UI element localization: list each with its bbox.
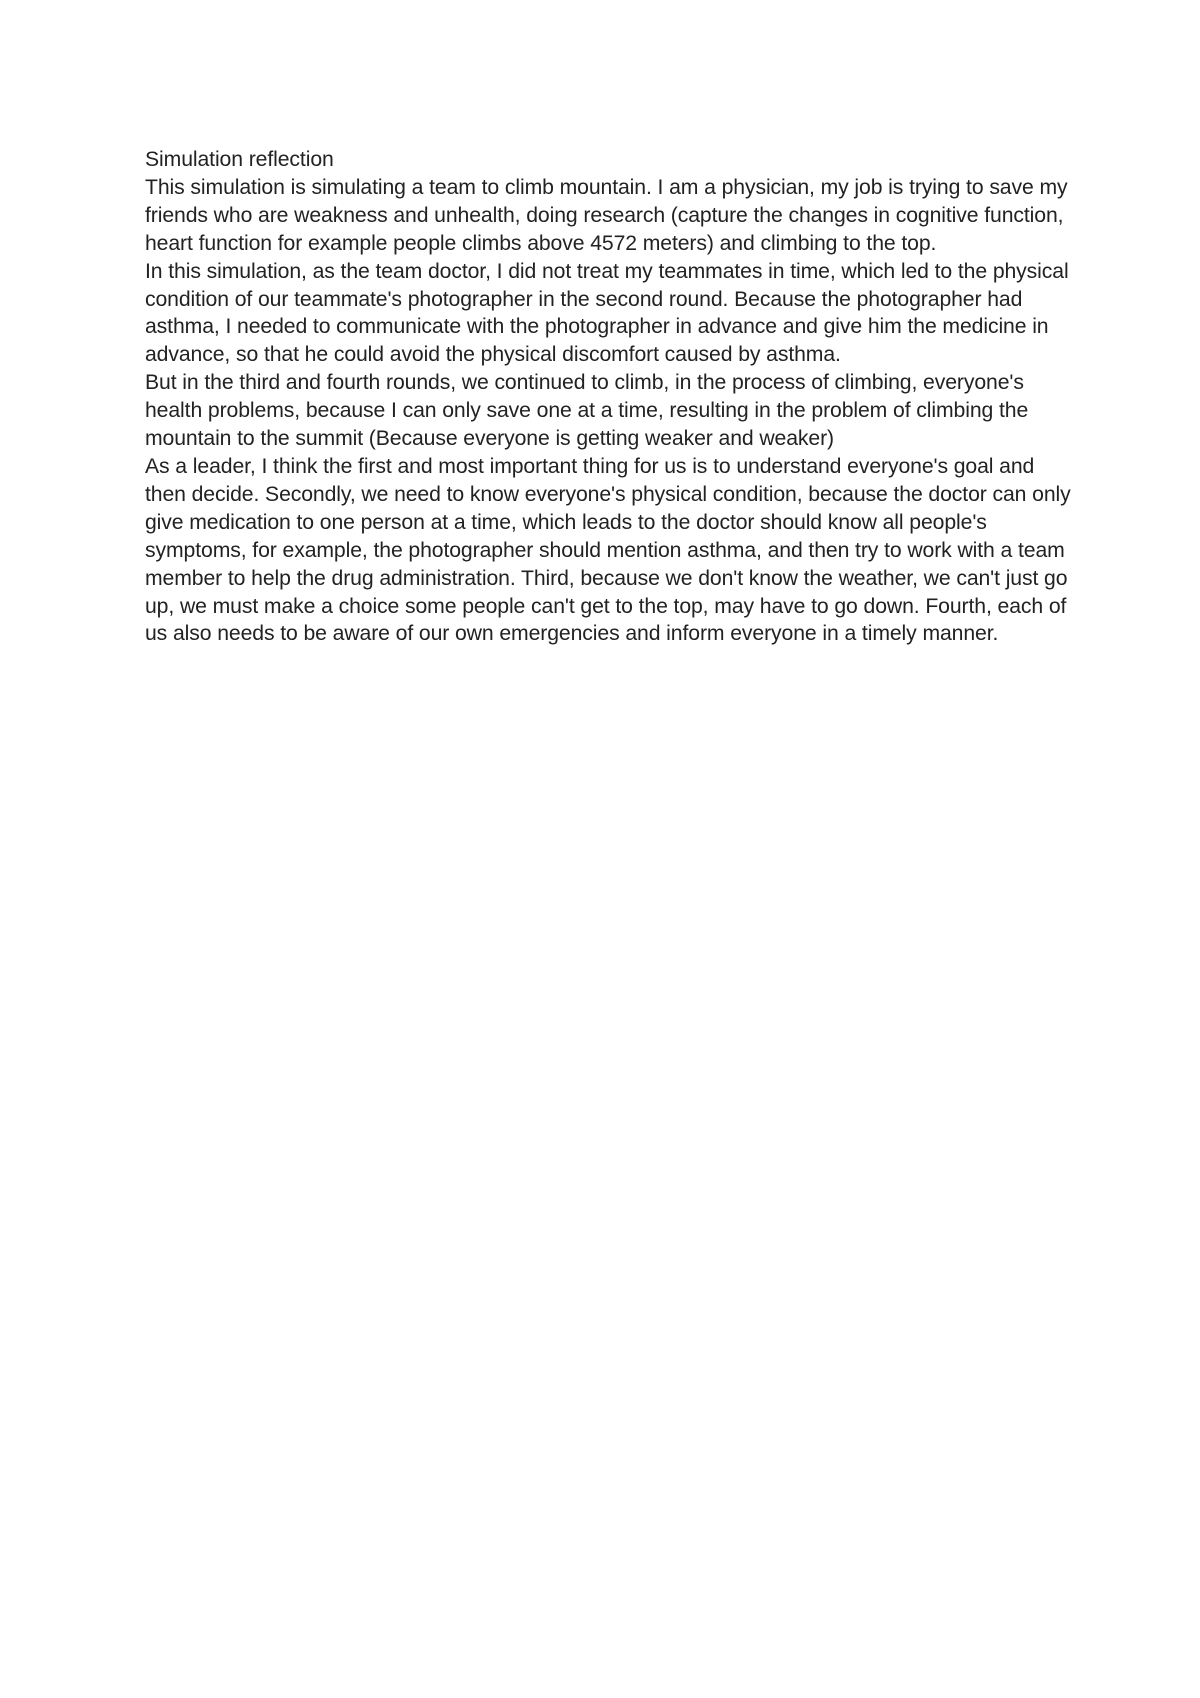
paragraph: This simulation is simulating a team to climb mountain. I am a physician, my job is trying to save my friends who are weakness and unhealth, doing research (capture the changes in cognitive function, heart function for example people climbs above 4572 meters) and climbing to the top. (145, 175, 1068, 255)
paragraph: But in the third and fourth rounds, we continued to climb, in the process of climbing, everyone's health problems, because I can only save one at a time, resulting in the problem of climbing the mountain to the summit (Because everyone is getting weaker and weaker) (145, 371, 1029, 451)
paragraph: As a leader, I think the first and most important thing for us is to understand everyone's goal and then decide. Secondly, we need to know everyone's physical condition, because the doctor can only give medication to one person at a time, which leads to the doctor should know all people's symptoms, for example, the photographer should mention asthma, and then try to work with a team member to help the drug administration. Third, because we don't know the weather, we can't just go up, we must make a choice some people can't get to the top, may have to go down. Fourth, each of us also needs to be aware of our own emergencies and inform everyone in a timely manner. (145, 454, 1071, 646)
paragraph: In this simulation, as the team doctor, I did not treat my teammates in time, which led to the physical condition of our teammate's photographer in the second round. Because the photographer had asthma, I needed to communicate with the photographer in advance and give him the medicine in advance, so that he could avoid the physical discomfort caused by asthma. (145, 259, 1069, 367)
document-body (145, 146, 1075, 648)
document-title: Simulation reflection (145, 148, 334, 171)
